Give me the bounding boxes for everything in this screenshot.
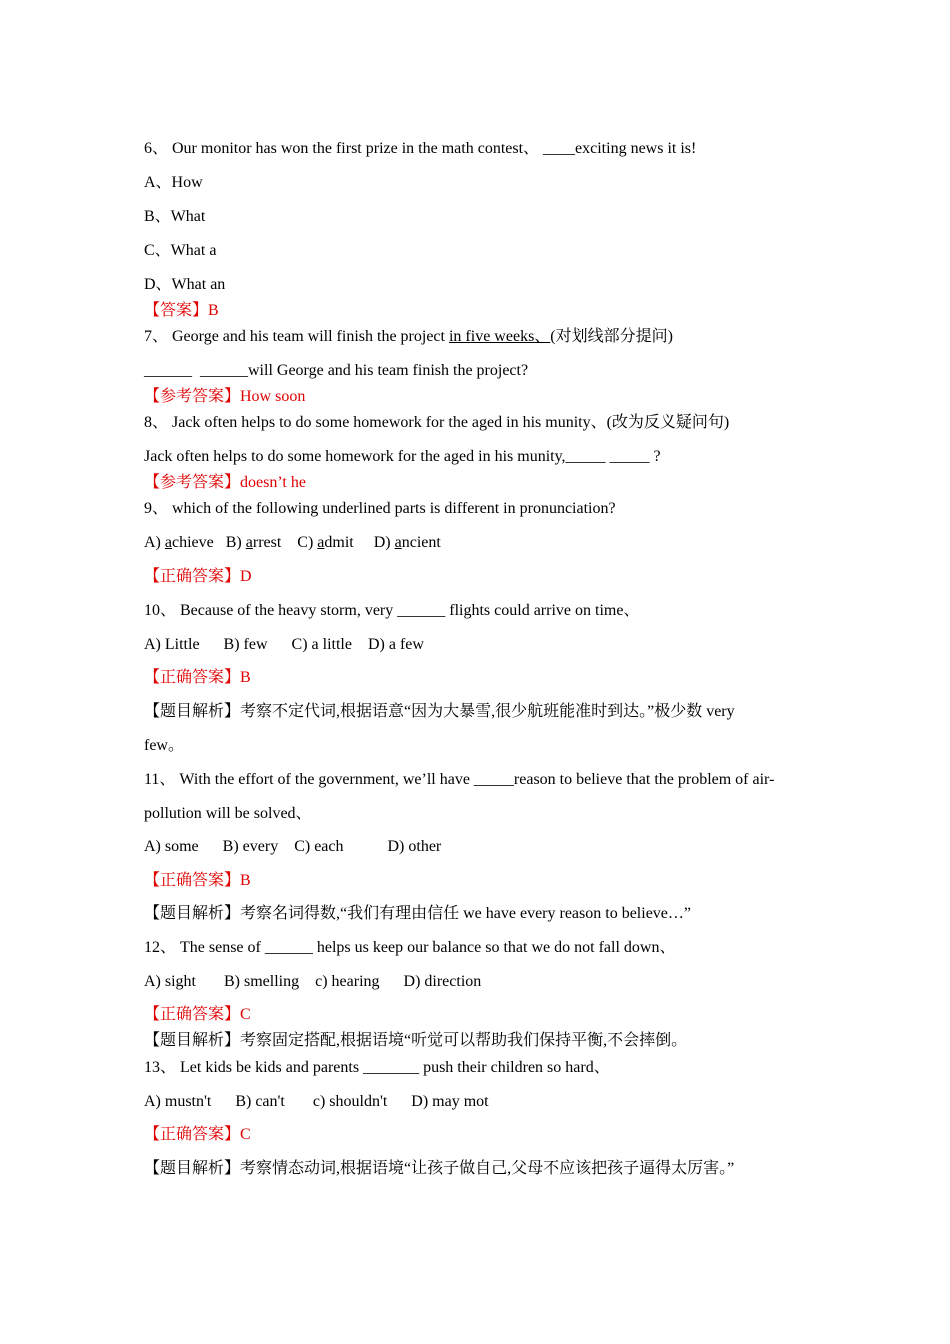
q12-options: A) sight B) smelling c) hearing D) direction bbox=[144, 973, 482, 990]
q10-analysis-line2: few。 bbox=[144, 737, 184, 754]
q6-option-c: C、What a bbox=[144, 242, 217, 259]
q13-options: A) mustn't B) can't c) shouldn't D) may mot bbox=[144, 1093, 489, 1110]
q11-question-line1: 11、 With the effort of the government, we’ll have _____reason to believe that the problem of air- bbox=[144, 771, 775, 788]
q13-analysis: 【题目解析】考察情态动词,根据语境“让孩子做自己,父母不应该把孩子逼得太厉害。” bbox=[144, 1160, 735, 1177]
q13-answer: 【正确答案】C bbox=[144, 1126, 251, 1143]
q10-answer: 【正确答案】B bbox=[144, 669, 251, 686]
q11-answer: 【正确答案】B bbox=[144, 872, 251, 889]
q7-question bbox=[144, 327, 673, 347]
q9-options bbox=[144, 533, 441, 553]
q12-question: 12、 The sense of ______ helps us keep our balance so that we do not fall down、 bbox=[144, 939, 676, 956]
q9-option-a: A) achieve bbox=[144, 534, 214, 551]
q9-answer: 【正确答案】D bbox=[144, 568, 252, 585]
q6-option-b: B、What bbox=[144, 208, 206, 225]
q9-option-c: C) admit bbox=[297, 534, 354, 551]
q7-question-underlined: in five weeks、 bbox=[448, 328, 551, 345]
q9-option-d: D) ancient bbox=[373, 534, 441, 551]
q8-question: 8、 Jack often helps to do some homework for the aged in his munity、(改为反义疑问句) bbox=[144, 414, 730, 431]
q13-question: 13、 Let kids be kids and parents _______ push their children so hard、 bbox=[144, 1059, 610, 1076]
q11-options: A) some B) every C) each D) other bbox=[144, 838, 442, 855]
q9-option-b: B) arrest bbox=[225, 534, 282, 551]
q12-answer: 【正确答案】C bbox=[144, 1006, 251, 1023]
q9-question: 9、 which of the following underlined parts is different in pronunciation? bbox=[144, 500, 616, 517]
q8-answer: 【参考答案】doesn’t he bbox=[144, 474, 306, 491]
q12-analysis: 【题目解析】考察固定搭配,根据语境“听觉可以帮助我们保持平衡,不会摔倒。 bbox=[144, 1032, 688, 1049]
q7-question-post: (对划线部分提问) bbox=[550, 328, 673, 345]
q11-question-line2: pollution will be solved、 bbox=[144, 805, 312, 822]
q10-question: 10、 Because of the heavy storm, very ______ flights could arrive on time、 bbox=[144, 602, 640, 619]
q7-question-pre: 7、 George and his team will finish the project bbox=[144, 328, 449, 345]
q10-analysis-line1: 【题目解析】考察不定代词,根据语意“因为大暴雪,很少航班能准时到达。”极少数 very bbox=[144, 703, 735, 720]
q6-option-a: A、How bbox=[144, 174, 203, 191]
q8-blank-line: Jack often helps to do some homework for the aged in his munity,_____ _____ ? bbox=[144, 448, 661, 465]
q6-answer: 【答案】B bbox=[144, 302, 219, 319]
q7-blank-line: ______ ______will George and his team finish the project? bbox=[144, 362, 529, 379]
q11-analysis: 【题目解析】考察名词得数,“我们有理由信任 we have every reason to believe…” bbox=[144, 905, 691, 922]
q7-answer: 【参考答案】How soon bbox=[144, 388, 306, 405]
q6-option-d: D、What an bbox=[144, 276, 226, 293]
q10-options: A) Little B) few C) a little D) a few bbox=[144, 636, 424, 653]
q6-question: 6、 Our monitor has won the first prize in the math contest、 ____exciting news it is! bbox=[144, 140, 697, 157]
